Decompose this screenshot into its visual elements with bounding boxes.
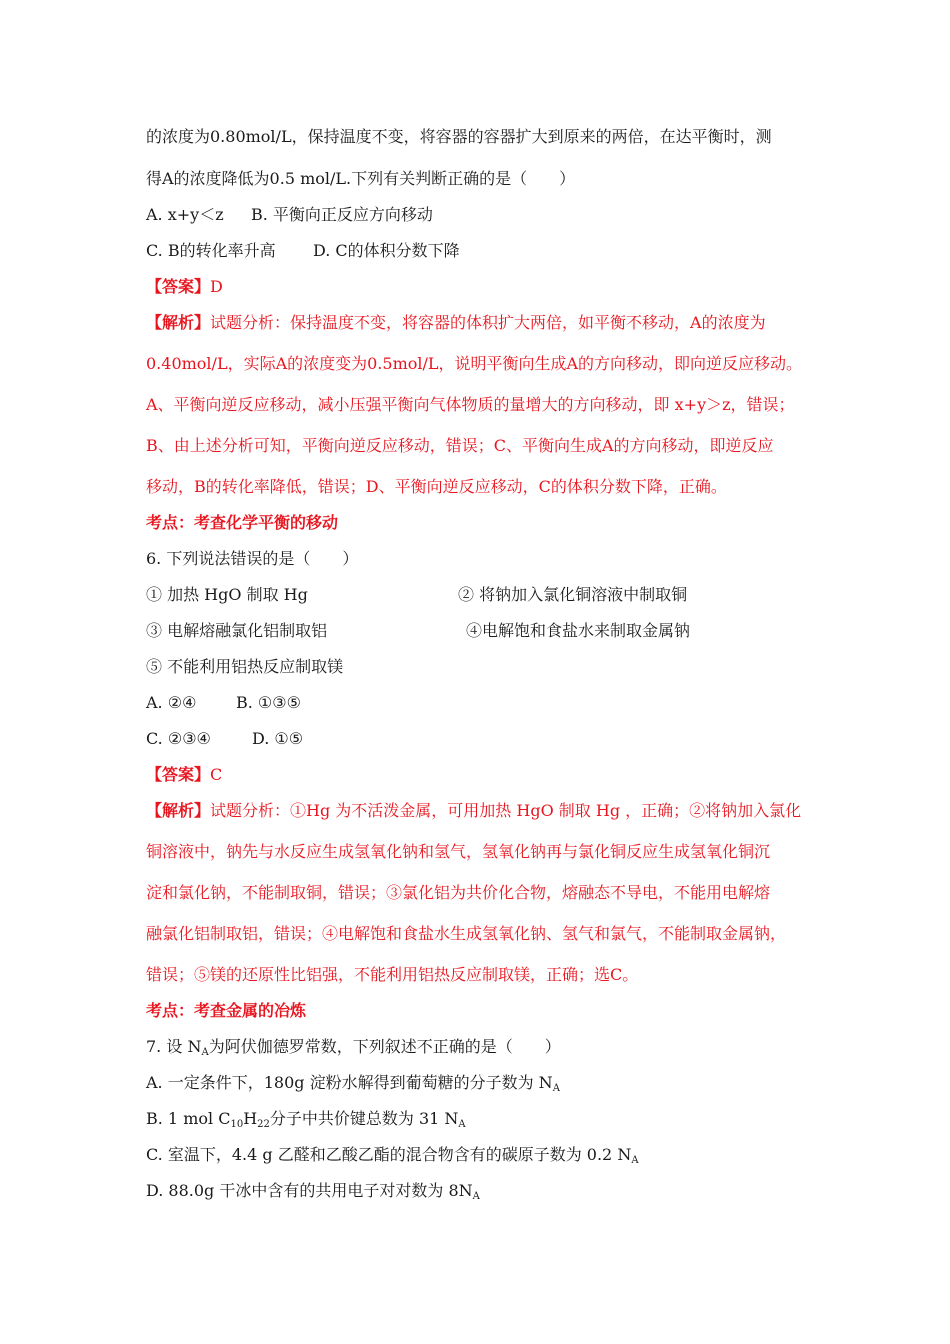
q5-option-a: A. x+y＜z	[146, 205, 224, 224]
q6-option-c: C. ②③④	[146, 729, 211, 748]
q6-analysis-line1	[146, 801, 801, 821]
q6-analysis-line2: 铜溶液中，钠先与水反应生成氢氧化钠和氢气，氢氧化钠再与氯化铜反应生成氢氧化铜沉	[146, 842, 771, 861]
q5-analysis-line1	[146, 313, 766, 333]
q7-option-d: D. 88.0g 干冰中含有的共用电子对对数为 $8N_A$	[146, 1181, 480, 1202]
q7-option-b: B. 1 mol $C_{10}H_{22}$分子中共价键总数为 31 $N_A$	[146, 1109, 466, 1130]
analysis-text: 试题分析：保持温度不变，将容器的体积扩大两倍，如平衡不移动，A的浓度为	[210, 313, 766, 332]
q5-stem-line1: 的浓度为0.80mol/L，保持温度不变，将容器的容器扩大到原来的两倍，在达平衡时，测	[146, 127, 772, 146]
q6-item-3: ③ 电解熔融氯化铝制取铝	[146, 621, 328, 640]
q6-item-2: ② 将钠加入氯化铜溶液中制取铜	[458, 585, 688, 604]
q5-analysis-line4: B、由上述分析可知，平衡向逆反应移动，错误；C、平衡向生成A的方向移动，即逆反应	[146, 436, 774, 455]
answer-tag: 【答案】	[146, 765, 211, 784]
q6-item-1: ① 加热 HgO 制取 Hg	[146, 585, 308, 604]
q5-kaodian: 考点：考查化学平衡的移动	[146, 513, 339, 532]
q5-stem-line2: 得A的浓度降低为0.5 mol/L.下列有关判断正确的是（ ）	[146, 169, 576, 188]
q6-option-b: B. ①③⑤	[236, 693, 301, 712]
q6-answer	[146, 765, 222, 785]
q7-stem: 7. 设 $N_A$为阿伏伽德罗常数，下列叙述不正确的是（ ）	[146, 1037, 561, 1058]
q5-option-b: B. 平衡向正反应方向移动	[251, 205, 433, 224]
q6-option-a: A. ②④	[146, 693, 197, 712]
answer-value: D	[210, 277, 223, 296]
answer-tag: 【答案】	[146, 277, 211, 296]
q6-stem: 6. 下列说法错误的是（ ）	[146, 549, 359, 568]
q6-kaodian: 考点：考查金属的冶炼	[146, 1001, 307, 1020]
q5-option-d: D. C的体积分数下降	[313, 241, 460, 260]
q6-option-d: D. ①⑤	[252, 729, 304, 748]
analysis-text: 试题分析：①Hg 为不活泼金属，可用加热 HgO 制取 Hg ，正确；②将钠加入氯化	[210, 801, 802, 820]
q7-option-c: C. 室温下，4.4 g 乙醛和乙酸乙酯的混合物含有的碳原子数为 0.2 $N_A$	[146, 1145, 639, 1166]
q6-analysis-line4: 融氯化铝制取铝，错误；④电解饱和食盐水生成氢氧化钠、氢气和氯气，不能制取金属钠，	[146, 924, 787, 943]
q5-analysis-line3: A、平衡向逆反应移动，减小压强平衡向气体物质的量增大的方向移动，即 x+y＞z，错误；	[146, 395, 795, 414]
q6-item-5: ⑤ 不能利用铝热反应制取镁	[146, 657, 344, 676]
q5-answer	[146, 277, 223, 297]
q7-option-a: A. 一定条件下，180g 淀粉水解得到葡萄糖的分子数为 $N_A$	[146, 1073, 560, 1094]
q5-analysis-line5: 移动，B的转化率降低，错误；D、平衡向逆反应移动，C的体积分数下降，正确。	[146, 477, 727, 496]
q5-option-c: C. B的转化率升高	[146, 241, 276, 260]
analysis-tag: 【解析】	[146, 801, 211, 820]
answer-value: C	[210, 765, 223, 784]
q6-item-4: ④电解饱和食盐水来制取金属钠	[466, 621, 691, 640]
q6-analysis-line3: 淀和氯化钠，不能制取铜，错误；③氯化铝为共价化合物，熔融态不导电，不能用电解熔	[146, 883, 771, 902]
q5-analysis-line2: 0.40mol/L，实际A的浓度变为0.5mol/L，说明平衡向生成A的方向移动，即向逆反应移动。	[146, 354, 803, 373]
q6-analysis-line5: 错误；⑤镁的还原性比铝强，不能利用铝热反应制取镁，正确；选C。	[146, 965, 639, 984]
analysis-tag: 【解析】	[146, 313, 211, 332]
